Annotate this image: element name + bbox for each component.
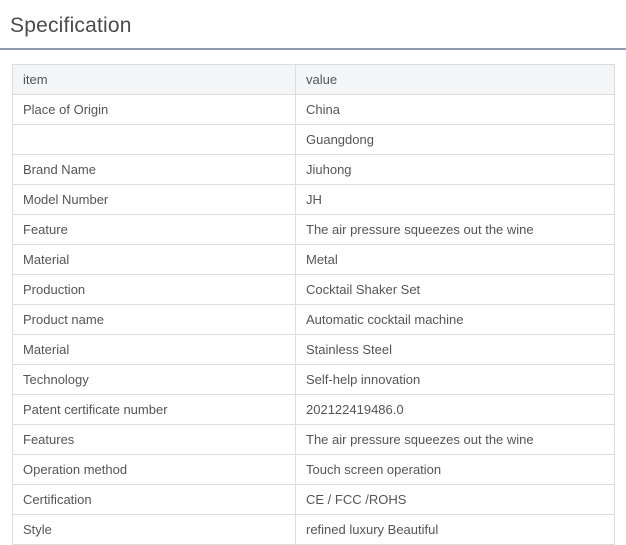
table-row bbox=[13, 365, 615, 395]
column-header-value: value bbox=[296, 65, 615, 95]
table-cell-item bbox=[13, 125, 296, 155]
table-cell-item: Style bbox=[13, 515, 296, 545]
page-title: Specification bbox=[10, 14, 132, 37]
table-row bbox=[13, 245, 615, 275]
table-cell-value: JH bbox=[296, 185, 615, 215]
table-cell-value: Self-help innovation bbox=[296, 365, 615, 395]
table-row bbox=[13, 125, 615, 155]
table-cell-item: Feature bbox=[13, 215, 296, 245]
table-cell-value: Cocktail Shaker Set bbox=[296, 275, 615, 305]
table-cell-value: Touch screen operation bbox=[296, 455, 615, 485]
table-cell-item: Material bbox=[13, 245, 296, 275]
table-row bbox=[13, 485, 615, 515]
table-row bbox=[13, 515, 615, 545]
table-row bbox=[13, 335, 615, 365]
table-header-row bbox=[13, 65, 615, 95]
table-cell-item: Model Number bbox=[13, 185, 296, 215]
table-cell-value: The air pressure squeezes out the wine bbox=[296, 215, 615, 245]
table-row bbox=[13, 185, 615, 215]
table-cell-value: Metal bbox=[296, 245, 615, 275]
table-row bbox=[13, 275, 615, 305]
table-row bbox=[13, 395, 615, 425]
table-cell-value: Automatic cocktail machine bbox=[296, 305, 615, 335]
table-row bbox=[13, 455, 615, 485]
table-cell-item: Product name bbox=[13, 305, 296, 335]
table-row bbox=[13, 155, 615, 185]
table-cell-value: China bbox=[296, 95, 615, 125]
table-cell-value: Jiuhong bbox=[296, 155, 615, 185]
table-cell-item: Patent certificate number bbox=[13, 395, 296, 425]
table-cell-value: 202122419486.0 bbox=[296, 395, 615, 425]
table-cell-item: Material bbox=[13, 335, 296, 365]
table-row bbox=[13, 215, 615, 245]
table-header bbox=[13, 65, 615, 95]
table-row bbox=[13, 95, 615, 125]
table-cell-value: refined luxury Beautiful bbox=[296, 515, 615, 545]
table-cell-item: Technology bbox=[13, 365, 296, 395]
table-row bbox=[13, 305, 615, 335]
title-divider bbox=[0, 48, 626, 50]
specification-table bbox=[12, 64, 615, 545]
table-cell-value: The air pressure squeezes out the wine bbox=[296, 425, 615, 455]
table-cell-item: Place of Origin bbox=[13, 95, 296, 125]
table-body bbox=[13, 95, 615, 545]
table-cell-value: CE / FCC /ROHS bbox=[296, 485, 615, 515]
table-cell-item: Production bbox=[13, 275, 296, 305]
column-header-item: item bbox=[13, 65, 296, 95]
table-cell-item: Features bbox=[13, 425, 296, 455]
table-cell-item: Certification bbox=[13, 485, 296, 515]
table-cell-item: Brand Name bbox=[13, 155, 296, 185]
table-row bbox=[13, 425, 615, 455]
table-cell-value: Guangdong bbox=[296, 125, 615, 155]
table-cell-item: Operation method bbox=[13, 455, 296, 485]
table-cell-value: Stainless Steel bbox=[296, 335, 615, 365]
